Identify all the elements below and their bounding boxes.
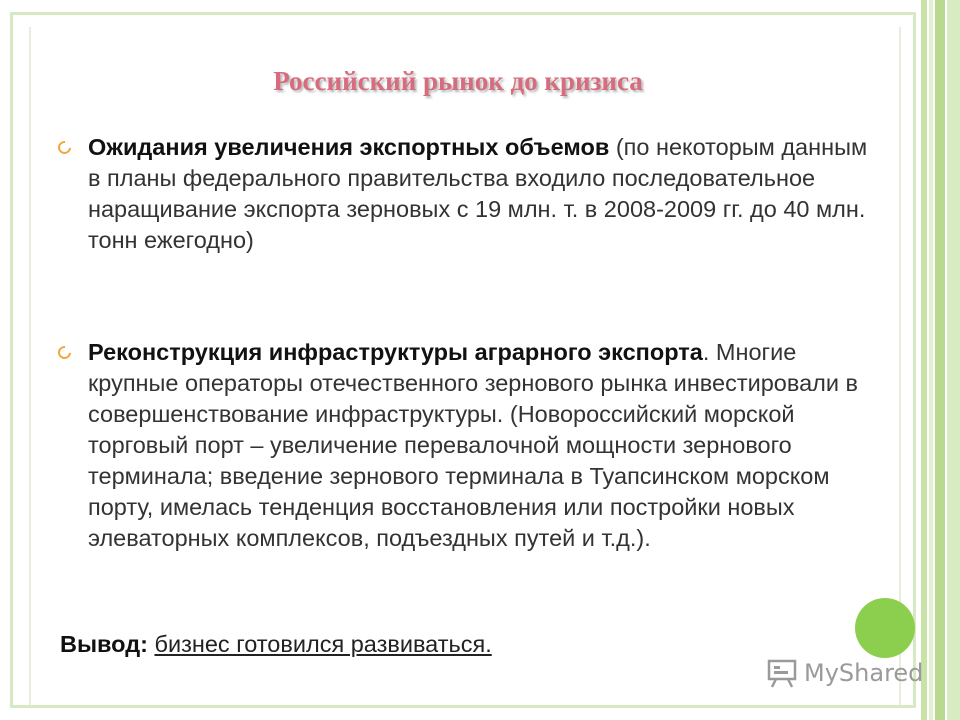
decorative-stripe bbox=[921, 0, 927, 720]
decorative-circle bbox=[855, 598, 915, 658]
bullet-heading: Реконструкция инфраструктуры аграрного экспорта bbox=[88, 339, 703, 365]
bullet-item bbox=[88, 337, 878, 554]
conclusion bbox=[60, 631, 492, 658]
watermark bbox=[766, 658, 923, 688]
bullet-text: (по некоторым данным в планы федерального правительства входило последовательное наращивание экспорта зерновых с 19 млн. т. в 2008-2009 гг. до 40 млн. тонн ежегодно) bbox=[88, 134, 868, 253]
decorative-stripe bbox=[935, 0, 945, 720]
conclusion-label: Вывод: bbox=[60, 631, 148, 657]
slide-title: Российский рынок до кризиса bbox=[273, 66, 643, 96]
bullet-heading: Ожидания увеличения экспортных объемов bbox=[88, 134, 610, 160]
conclusion-text: бизнес готовился развиваться. bbox=[154, 631, 492, 657]
presentation-board-icon bbox=[766, 658, 798, 688]
decorative-stripe bbox=[929, 0, 933, 720]
decorative-stripe bbox=[947, 0, 960, 720]
watermark-text: MyShared bbox=[804, 659, 924, 687]
bullet-text: . Многие крупные операторы отечественного зернового рынка инвестировали в совершенствование инфраструктуры. (Новороссийский морской торговый порт – увеличение перевалочной мощности зернового терминала; введение зернового терминала в Туапсинском морском порту, имелась тенденция восстановления или постройки новых элеваторных комплексов, подъездных путей и т.д.). bbox=[88, 339, 859, 551]
bullet-item bbox=[88, 132, 878, 256]
